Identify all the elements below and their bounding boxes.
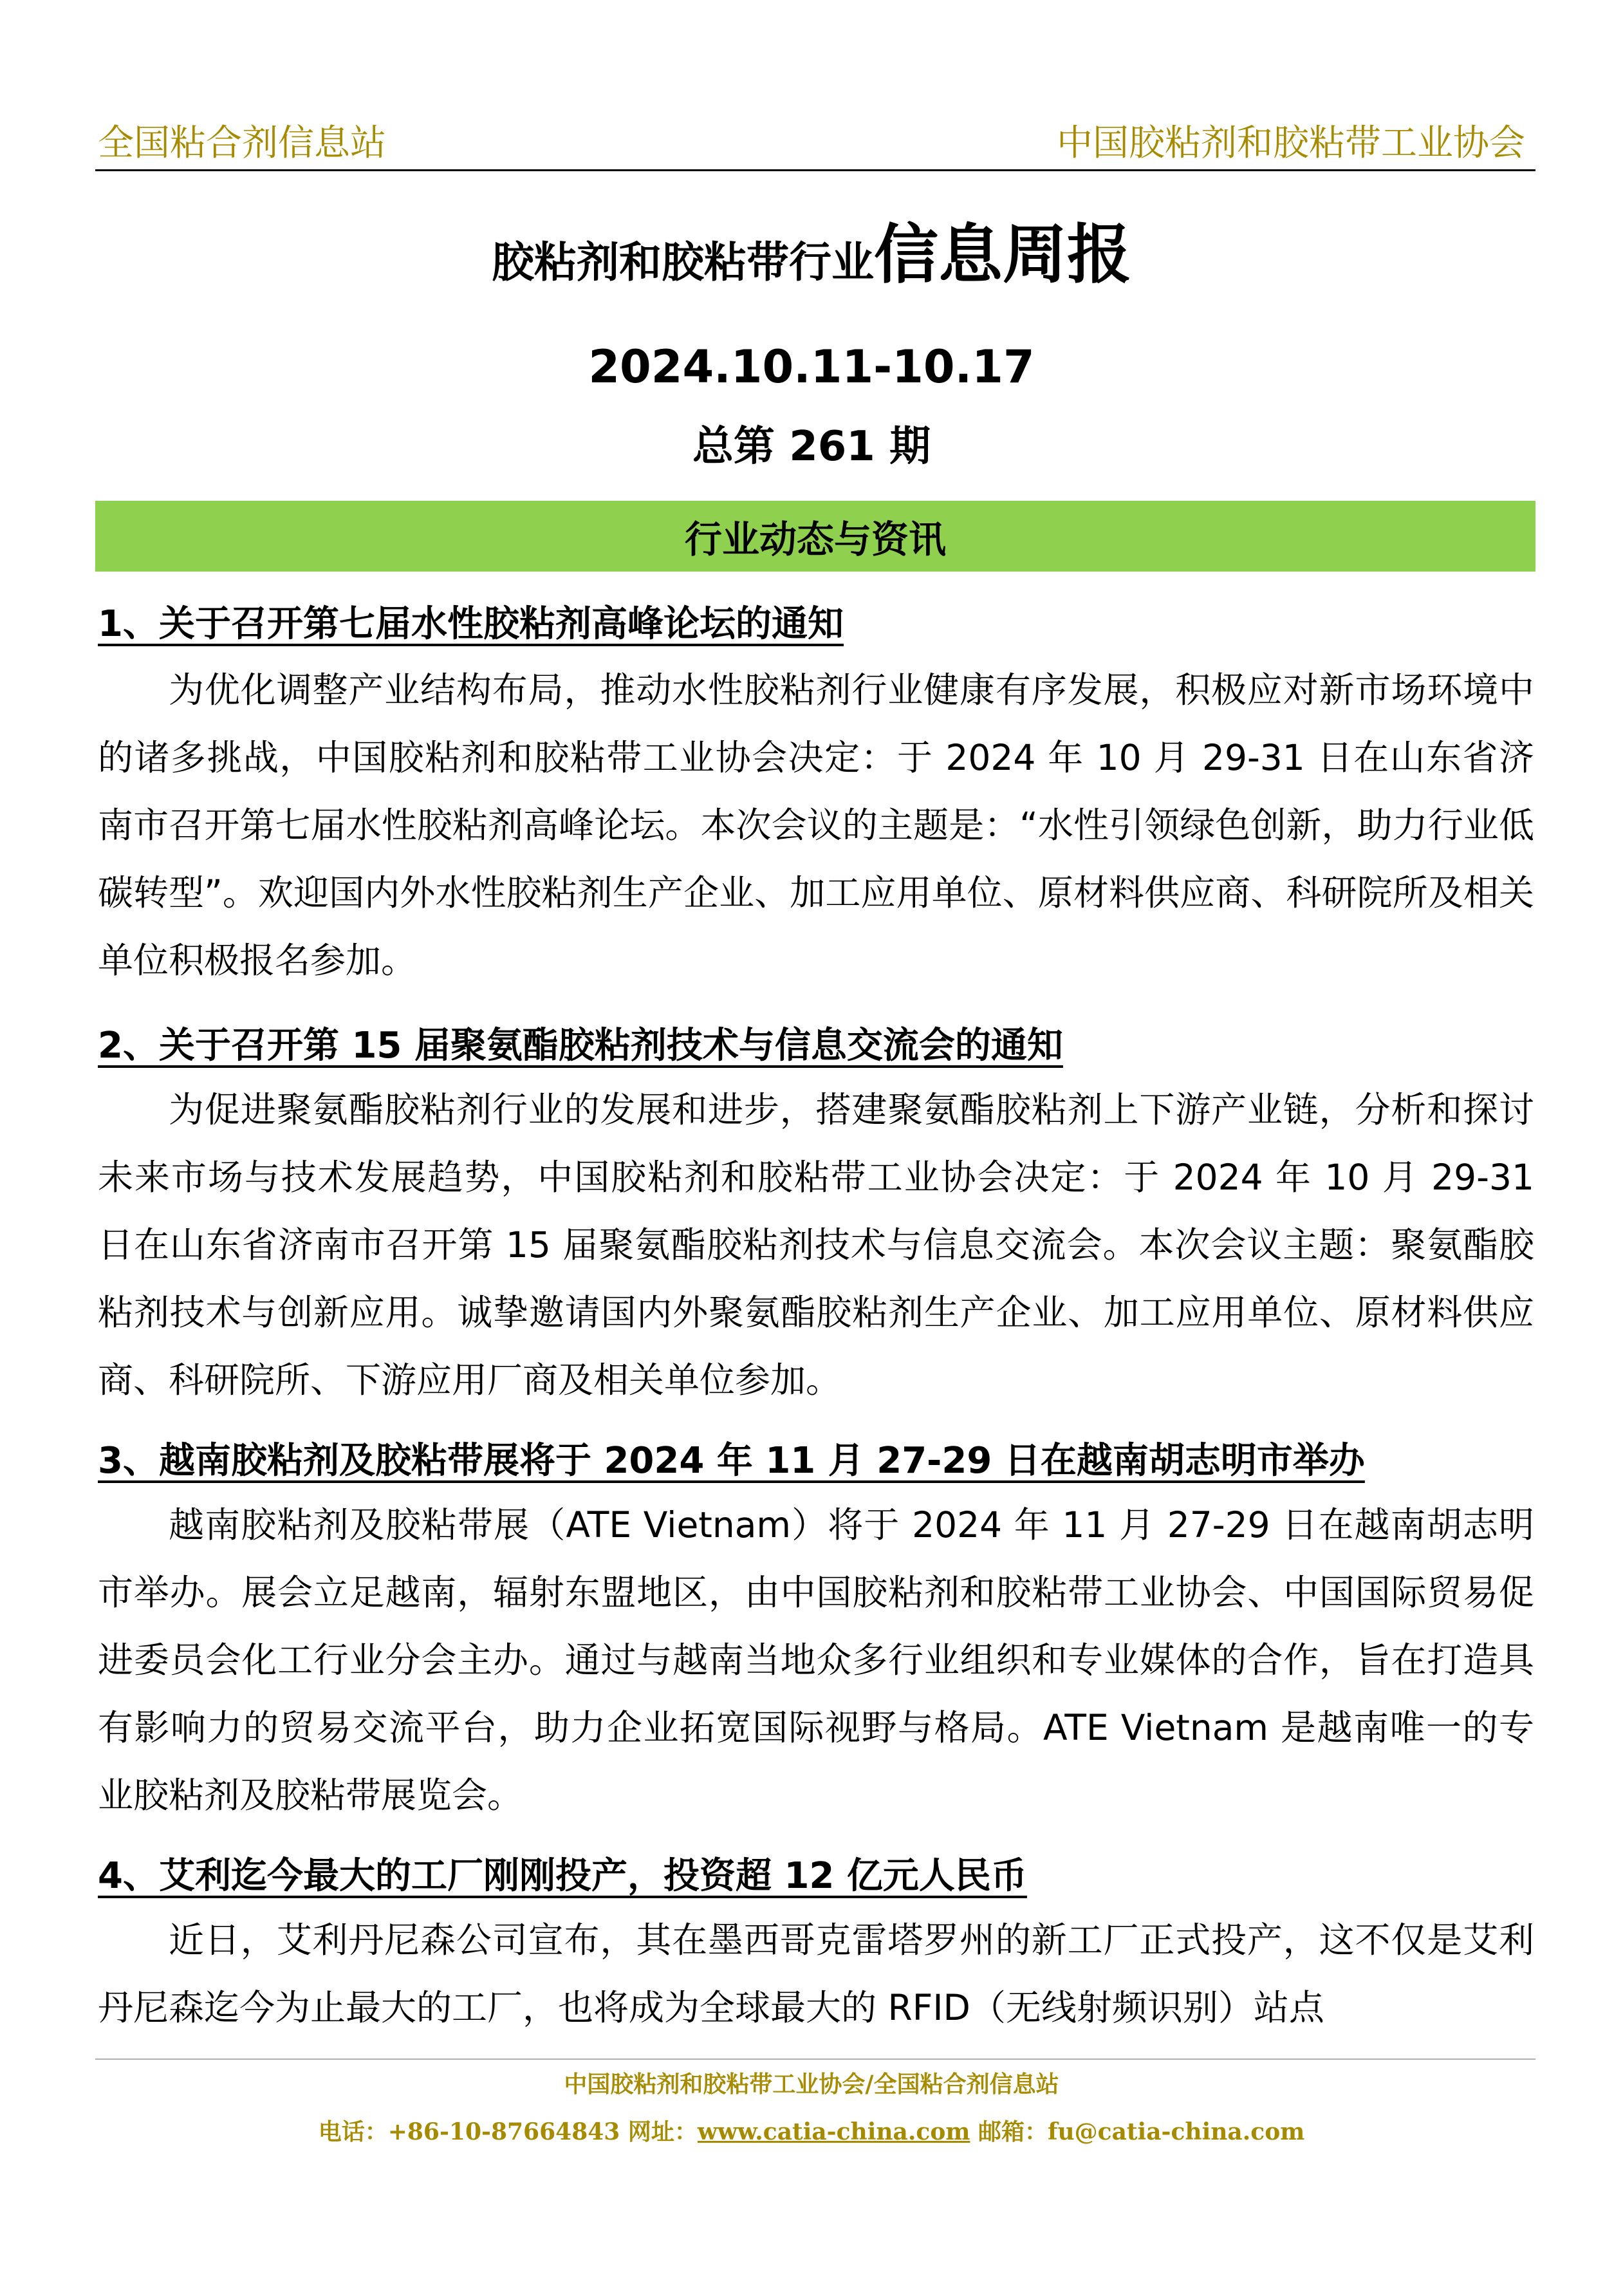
footer-phone-label: 电话： — [318, 2118, 388, 2145]
article-body-2: 为促进聚氨酯胶粘剂行业的发展和进步，搭建聚氨酯胶粘剂上下游产业链，分析和探讨未来市场与技术发展趋势，中国胶粘剂和胶粘带工业协会决定：于 2024 年 10 月 29-31 日在山东省济南市召开第 15 届聚氨酯胶粘剂技术与信息交流会。本次会议主题：聚氨酯胶粘剂技术与创新应用。诚挚邀请国内外聚氨酯胶粘剂生产企业、加工应用单位、原材料供应商、科研院所、下游应用厂商及相关单位参加。 — [98, 1089, 1534, 1401]
issue-number: 总第 261 期 — [692, 423, 931, 471]
article-title-1: 1、关于召开第七届水性胶粘剂高峰论坛的通知 — [98, 603, 844, 645]
section-title: 行业动态与资讯 — [684, 518, 946, 561]
header-divider — [95, 169, 1535, 171]
footer-contact — [0, 2113, 1623, 2151]
report-title-prefix: 胶粘剂和胶粘带行业 — [492, 238, 874, 287]
footer-divider — [95, 2058, 1535, 2060]
date-range: 2024.10.11-10.17 — [588, 341, 1035, 393]
footer-website-link[interactable]: www.catia-china.com — [697, 2118, 970, 2145]
article-title-3: 3、越南胶粘剂及胶粘带展将于 2024 年 11 月 27-29 日在越南胡志明市举办 — [98, 1440, 1365, 1482]
article-body-1: 为优化调整产业结构布局，推动水性胶粘剂行业健康有序发展，积极应对新市场环境中的诸多挑战，中国胶粘剂和胶粘带工业协会决定：于 2024 年 10 月 29-31 日在山东省济南市召开第七届水性胶粘剂高峰论坛。本次会议的主题是：“水性引领绿色创新，助力行业低碳转型”。欢迎国内外水性胶粘剂生产企业、加工应用单位、原材料供应商、科研院所及相关单位积极报名参加。 — [98, 669, 1534, 981]
report-title — [0, 210, 1623, 319]
footer-email-label: 邮箱： — [978, 2118, 1048, 2145]
header-right-org-name: 中国胶粘剂和胶粘带工业协会 — [1057, 122, 1525, 164]
article-body-4: 近日，艾利丹尼森公司宣布，其在墨西哥克雷塔罗州的新工厂正式投产，这不仅是艾利丹尼森迄今为止最大的工厂，也将成为全球最大的 RFID（无线射频识别）站点 — [98, 1919, 1534, 2028]
article-body-3: 越南胶粘剂及胶粘带展（ATE Vietnam）将于 2024 年 11 月 27-29 日在越南胡志明市举办。展会立足越南，辐射东盟地区，由中国胶粘剂和胶粘带工业协会、中国国际贸易促进委员会化工行业分会主办。通过与越南当地众多行业组织和专业媒体的合作，旨在打造具有影响力的贸易交流平台，助力企业拓宽国际视野与格局。ATE Vietnam 是越南唯一的专业胶粘剂及胶粘带展览会。 — [98, 1504, 1534, 1816]
article-title-2: 2、关于召开第 15 届聚氨酯胶粘剂技术与信息交流会的通知 — [98, 1025, 1063, 1067]
report-title-main: 信息周报 — [874, 217, 1131, 292]
section-header-bar — [95, 501, 1535, 572]
footer-web-label: 网址： — [627, 2118, 698, 2145]
footer-organization: 中国胶粘剂和胶粘带工业协会/全国粘合剂信息站 — [564, 2071, 1059, 2098]
footer-phone: +86-10-87664843 — [387, 2118, 620, 2145]
footer-email[interactable]: fu@catia-china.com — [1048, 2118, 1305, 2145]
header-left-site-name: 全国粘合剂信息站 — [98, 122, 386, 164]
article-title-4: 4、艾利迄今最大的工厂刚刚投产，投资超 12 亿元人民币 — [98, 1855, 1027, 1897]
